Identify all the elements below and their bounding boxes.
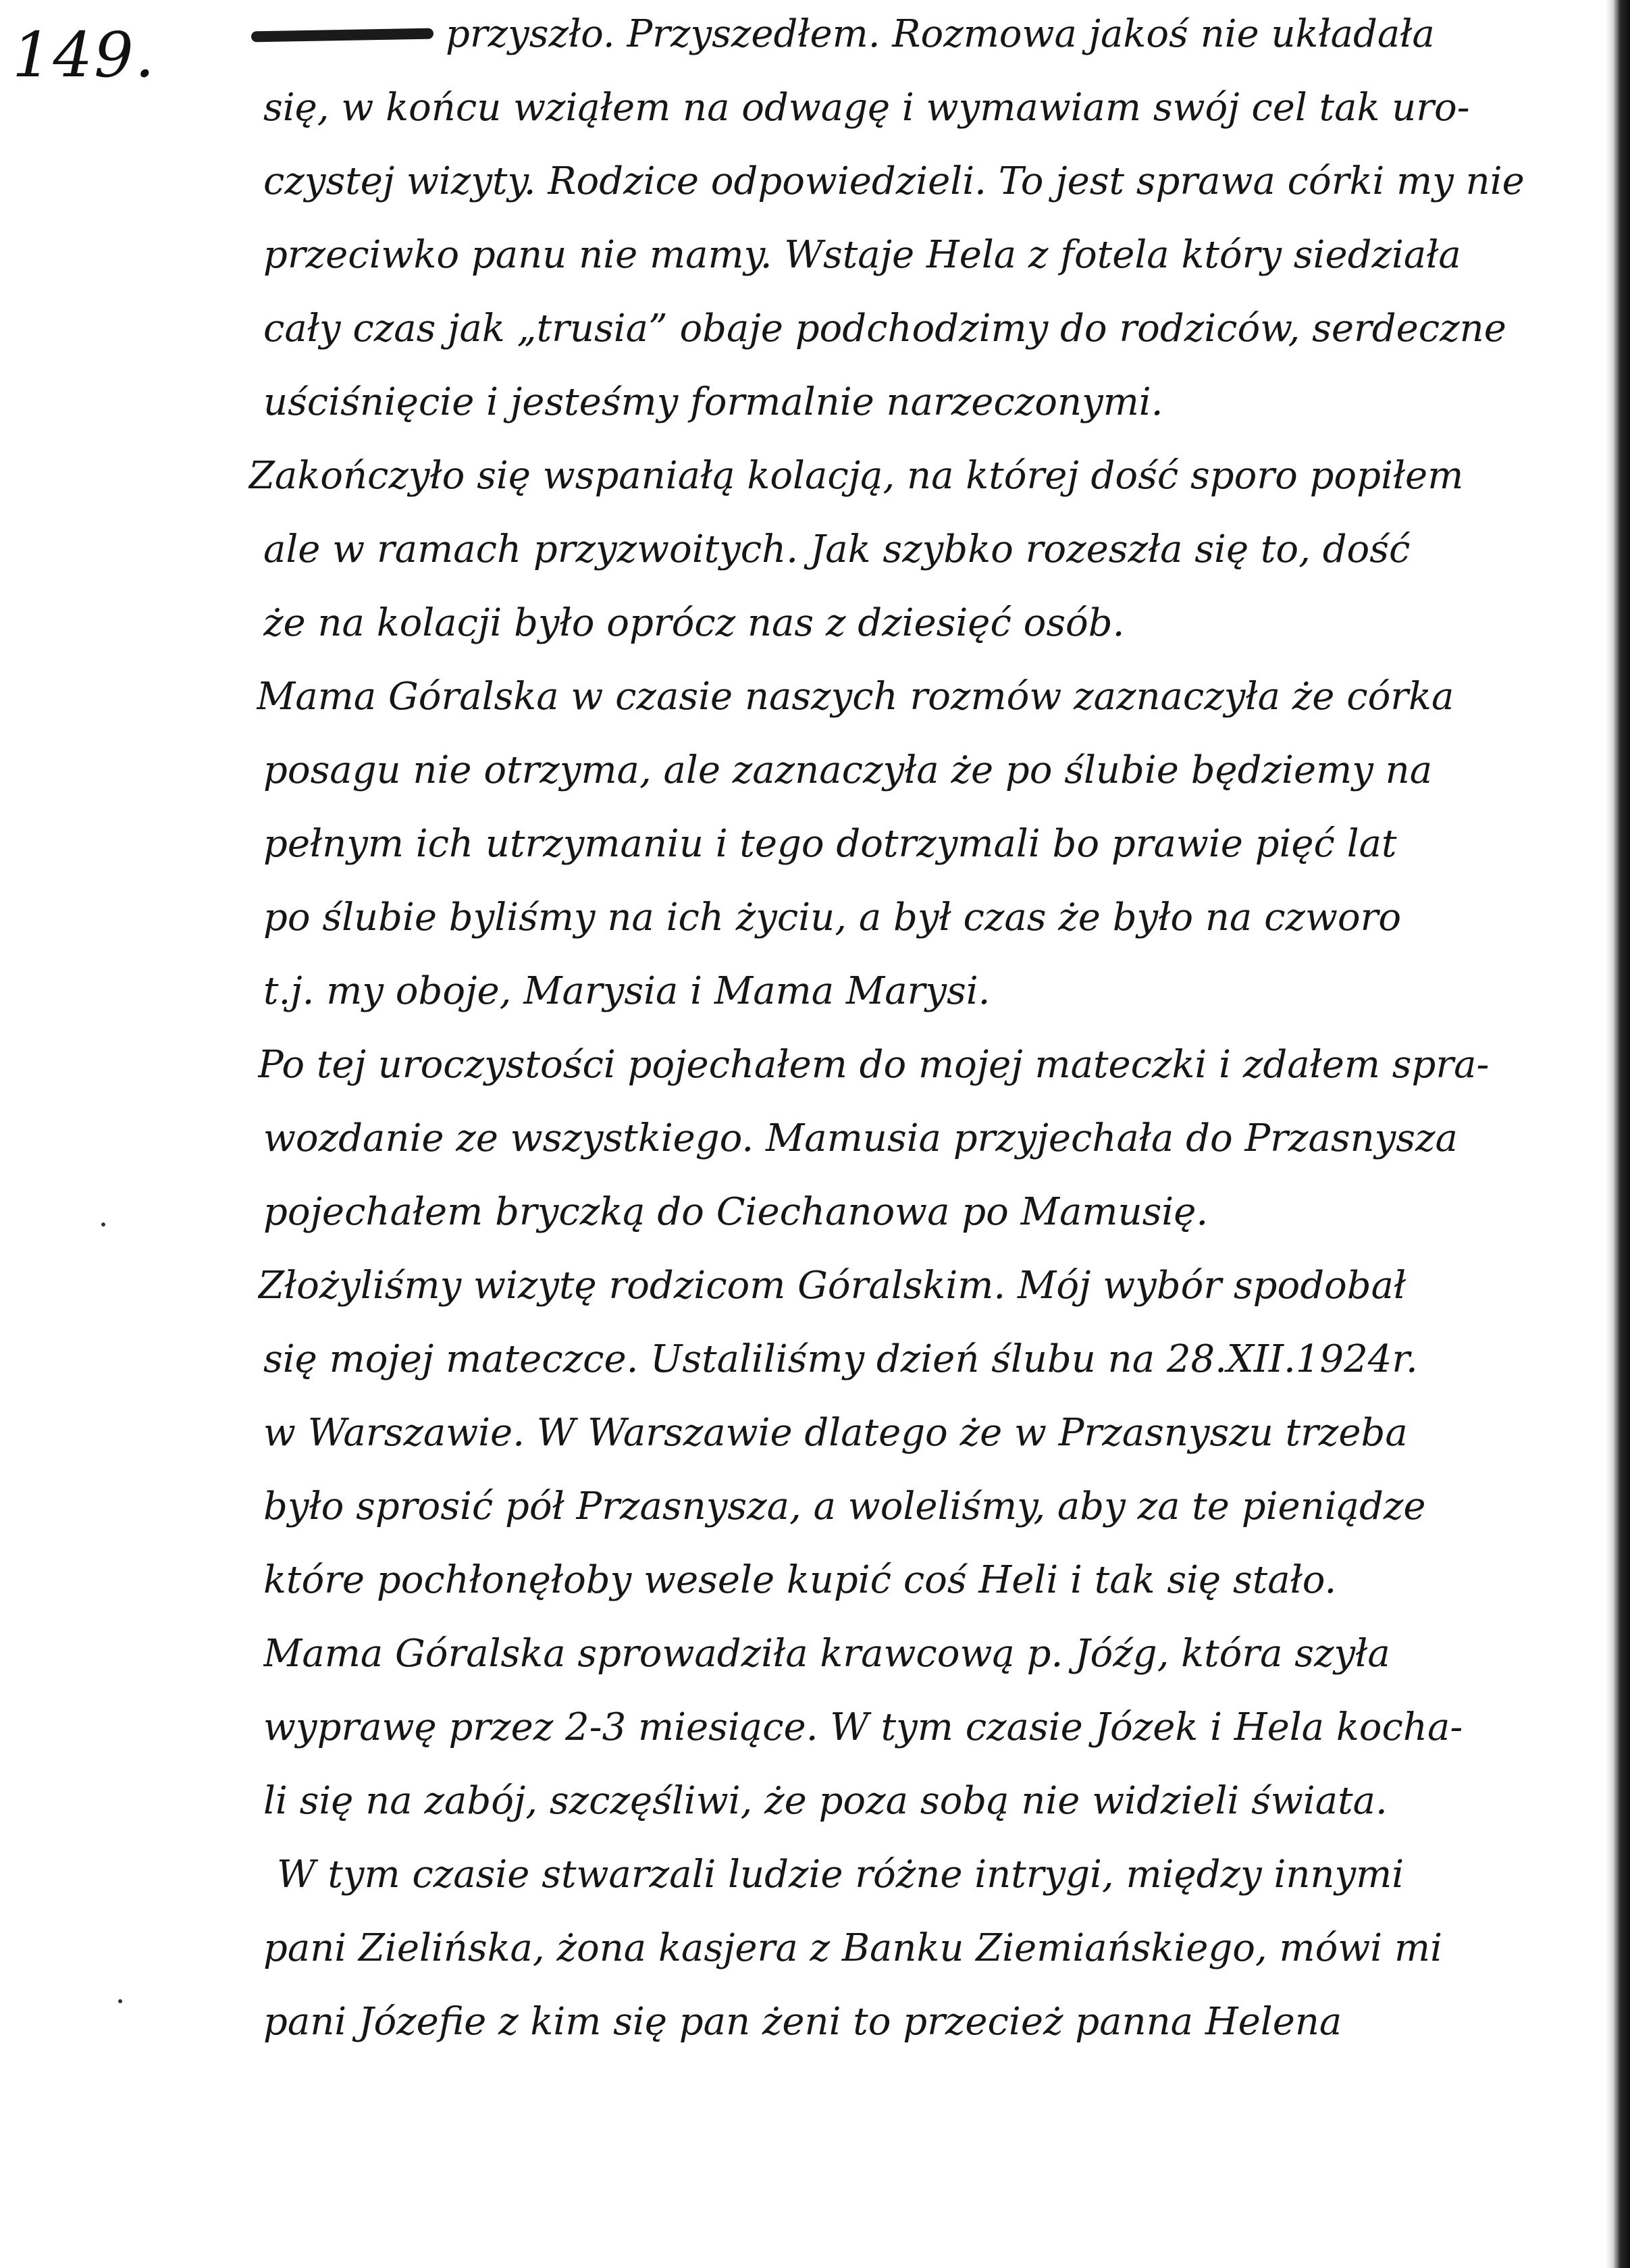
text-line: w Warszawie. W Warszawie dlatego że w Przasnyszu trzeba bbox=[263, 1411, 1408, 1455]
page-edge-shadow bbox=[1606, 0, 1630, 2268]
text-line: Złożyliśmy wizytę rodzicom Góralskim. Mój wybór spodobał bbox=[258, 1264, 1406, 1308]
text-line: które pochłonęłoby wesele kupić coś Heli i tak się stało. bbox=[263, 1558, 1337, 1602]
text-line: Mama Góralska sprowadziła krawcową p. Jóźg, która szyła bbox=[263, 1632, 1390, 1676]
text-line: przyszło. Przyszedłem. Rozmowa jakoś nie układała bbox=[446, 12, 1435, 56]
text-line: ale w ramach przyzwoitych. Jak szybko rozeszła się to, dość bbox=[263, 527, 1411, 571]
ink-speck bbox=[101, 1222, 105, 1227]
text-line: po ślubie byliśmy na ich życiu, a był czas że było na czworo bbox=[263, 896, 1402, 939]
text-line: Mama Góralska w czasie naszych rozmów zaznaczyła że córka bbox=[257, 675, 1454, 719]
text-line: t.j. my oboje, Marysia i Mama Marysi. bbox=[263, 969, 991, 1013]
ink-speck bbox=[118, 1999, 122, 2003]
text-line: cały czas jak „trusia” obaje podchodzimy do rodziców, serdeczne bbox=[263, 307, 1506, 351]
text-line: się mojej mateczce. Ustaliliśmy dzień ślubu na 28.XII.1924r. bbox=[263, 1337, 1418, 1381]
text-line: uściśnięcie i jesteśmy formalnie narzeczonymi. bbox=[263, 380, 1163, 424]
text-line: było sprosić pół Przasnysza, a woleliśmy, aby za te pieniądze bbox=[263, 1485, 1426, 1528]
text-line: czystej wizyty. Rodzice odpowiedzieli. To jest sprawa córki my nie bbox=[263, 159, 1525, 203]
text-line: wyprawę przez 2-3 miesiące. W tym czasie Józek i Hela kocha- bbox=[263, 1705, 1463, 1749]
text-line: pojechałem bryczką do Ciechanowa po Mamusię. bbox=[263, 1190, 1209, 1234]
page-number: 149. bbox=[12, 19, 156, 91]
text-line: Zakończyło się wspaniałą kolacją, na której dość sporo popiłem bbox=[248, 454, 1464, 498]
text-line: li się na zabój, szczęśliwi, że poza sobą nie widzieli świata. bbox=[263, 1779, 1388, 1823]
text-line: pani Józefie z kim się pan żeni to przecież panna Helena bbox=[263, 2000, 1342, 2044]
text-line: przeciwko panu nie mamy. Wstaje Hela z fotela który siedziała bbox=[263, 233, 1461, 277]
text-line: pani Zielińska, żona kasjera z Banku Ziemiańskiego, mówi mi bbox=[263, 1926, 1443, 1970]
text-line: posagu nie otrzyma, ale zaznaczyła że po ślubie będziemy na bbox=[263, 748, 1433, 792]
text-line: W tym czasie stwarzali ludzie różne intrygi, między innymi bbox=[277, 1853, 1404, 1897]
text-line: pełnym ich utrzymaniu i tego dotrzymali bo prawie pięć lat bbox=[263, 822, 1397, 866]
text-line: że na kolacji było oprócz nas z dziesięć osób. bbox=[263, 601, 1125, 645]
text-line: Po tej uroczystości pojechałem do mojej mateczki i zdałem spra- bbox=[258, 1043, 1490, 1087]
text-line: wozdanie ze wszystkiego. Mamusia przyjechała do Przasnysza bbox=[263, 1116, 1458, 1160]
text-line: się, w końcu wziąłem na odwagę i wymawiam swój cel tak uro- bbox=[263, 86, 1470, 130]
